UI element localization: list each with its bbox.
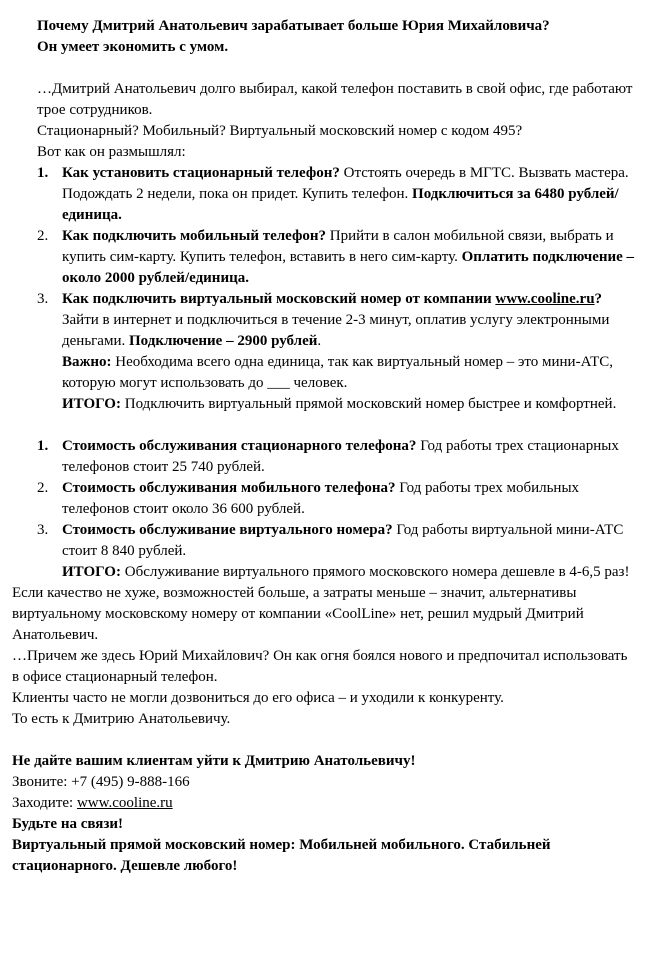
contact-phone: Звоните: +7 (495) 9-888-166 xyxy=(12,774,190,790)
intro-lead: Вот как он размышлял: xyxy=(37,144,186,160)
heading xyxy=(12,16,636,58)
closing-paragraph: Если качество не хуже, возможностей больше, а затраты меньше – значит, альтернативы виртуальному московскому номеру от компании «CoolLine» нет, решил мудрый Дмитрий Анатольевич. xyxy=(12,585,584,643)
list-item: 1. Как установить стационарный телефон? Отстоять очередь в МГТС. Вызвать мастера. Подождать 2 недели, пока он придет. Купить телефон. Подключиться за 6480 рублей/единица. xyxy=(37,165,629,223)
contact-headline: Не дайте вашим клиентам уйти к Дмитрию Анатольевичу! xyxy=(12,753,416,769)
intro xyxy=(12,79,636,163)
closing-paragraph: То есть к Дмитрию Анатольевичу. xyxy=(12,711,231,727)
contact-block: Не дайте вашим клиентам уйти к Дмитрию Анатольевичу! Звоните: +7 (495) 9-888-166 Заходите: www.cooline.ru Будьте на связи! Виртуальный прямой московский номер: Мобильней мобильного. Стабильней стационарного. Дешевле любого! xyxy=(12,751,636,877)
closing-paragraph: Клиенты часто не могли дозвониться до его офиса – и уходили к конкуренту. xyxy=(12,690,504,706)
list-number: 3. xyxy=(37,522,49,538)
closing xyxy=(12,583,636,730)
list-number: 2. xyxy=(37,228,49,244)
list-number: 1. xyxy=(37,438,49,454)
list-number: 2. xyxy=(37,480,49,496)
list-item: 3. Стоимость обслуживание виртуального номера? Год работы виртуальной мини-АТС стоит 8 840 рублей. xyxy=(37,522,624,559)
list-item: 2. Как подключить мобильный телефон? Прийти в салон мобильной связи, выбрать и купить сим-карту. Купить телефон, вставить в него сим-карту. Оплатить подключение – около 2000 рублей/единица. xyxy=(37,228,635,286)
service-list xyxy=(12,436,636,562)
blank-field: ___ xyxy=(267,375,290,391)
intro-question: Стационарный? Мобильный? Виртуальный московский номер с кодом 495? xyxy=(37,123,523,139)
website-link[interactable]: www.cooline.ru xyxy=(76,795,173,811)
list-item: 2. Стоимость обслуживания мобильного телефона? Год работы трех мобильных телефонов стоит около 36 600 рублей. xyxy=(37,480,580,517)
connection-list xyxy=(12,163,636,352)
list-number: 1. xyxy=(37,165,49,181)
list-number: 3. xyxy=(37,291,49,307)
stay-connected: Будьте на связи! xyxy=(12,816,124,832)
slogan: Виртуальный прямой московский номер: Мобильней мобильного. Стабильней стационарного. Дешевле любого! xyxy=(12,837,551,874)
heading-line-1: Почему Дмитрий Анатольевич зарабатывает больше Юрия Михайловича? xyxy=(37,18,550,34)
list-item: 3. Как подключить виртуальный московский номер от компании www.cooline.ru? Зайти в интернет и подключиться в течение 2-3 минут, оплатив услугу электронными деньгами. Подключение – 2900 рублей. xyxy=(37,291,610,349)
connection-note: Важно: Необходима всего одна единица, так как виртуальный номер – это мини-АТС, которую могут использовать до ___ человек. ИТОГО: Подключить виртуальный прямой московский номер быстрее и комфортней. xyxy=(62,354,617,412)
service-note: ИТОГО: Обслуживание виртуального прямого московского номера дешевле в 4-6,5 раз! xyxy=(62,564,630,580)
heading-line-2: Он умеет экономить с умом. xyxy=(37,39,229,55)
intro-paragraph: …Дмитрий Анатольевич долго выбирал, какой телефон поставить в свой офис, где работают трое сотрудников. xyxy=(37,81,633,118)
cooline-link[interactable]: www.cooline.ru xyxy=(495,291,595,307)
list-item: 1. Стоимость обслуживания стационарного телефона? Год работы трех стационарных телефонов стоит 25 740 рублей. xyxy=(37,438,619,475)
closing-paragraph: …Причем же здесь Юрий Михайлович? Он как огня боялся нового и предпочитал использовать в офисе стационарный телефон. xyxy=(12,648,628,685)
